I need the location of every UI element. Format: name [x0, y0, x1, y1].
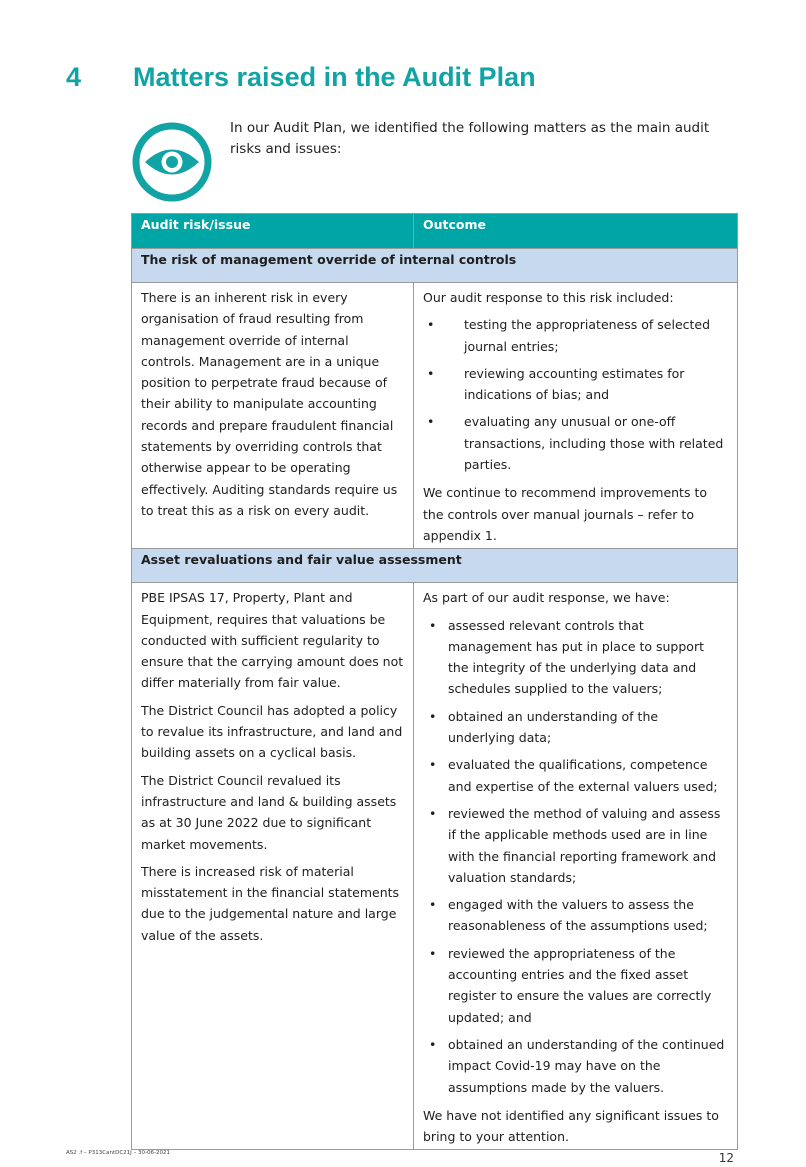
section-title-asset-revaluations: Asset revaluations and fair value assessment: [132, 549, 738, 583]
list-item: • reviewing accounting estimates for indications of bias; and: [423, 363, 728, 406]
list-item: • evaluated the qualifications, competence and expertise of the external valuers used;: [423, 754, 728, 797]
column-header-risk: Audit risk/issue: [132, 214, 414, 249]
list-item: • obtained an understanding of the continued impact Covid-19 may have on the assumptions made by the valuers.: [423, 1034, 728, 1098]
audit-risk-table: [131, 213, 738, 1150]
list-item: • assessed relevant controls that management has put in place to support the integrity of the underlying data and schedules supplied to the valuers;: [423, 615, 728, 700]
intro-text: In our Audit Plan, we identified the following matters as the main audit risks and issues:: [230, 120, 710, 157]
risk-paragraph: The District Council has adopted a policy to revalue its infrastructure, and land and building assets on a cyclical basis.: [141, 702, 403, 761]
outcome-cell: [414, 583, 738, 1150]
list-item: • obtained an understanding of the underlying data;: [423, 706, 728, 749]
section-row: [132, 549, 738, 583]
table-header-row: [132, 214, 738, 249]
section-row: [132, 249, 738, 283]
table-row: [132, 283, 738, 549]
outcome-closing: We continue to recommend improvements to the controls over manual journals – refer to appendix 1.: [423, 485, 707, 543]
risk-paragraph: The District Council revalued its infrastructure and land & building assets as at 30 June 2022 due to significant market movements.: [141, 772, 397, 852]
outcome-cell: [414, 283, 738, 549]
outcome-intro: As part of our audit response, we have:: [423, 590, 670, 606]
risk-paragraph: There is increased risk of material misstatement in the financial statements due to the judgemental nature and large value of the assets.: [141, 863, 400, 943]
risk-cell: [132, 583, 414, 1150]
section-heading: [66, 62, 536, 93]
list-item: • evaluating any unusual or one-off transactions, including those with related parties.: [423, 411, 728, 475]
outcome-list: [423, 314, 728, 475]
outcome-intro: Our audit response to this risk included:: [423, 290, 674, 305]
eye-icon: [132, 122, 212, 202]
risk-paragraph: PBE IPSAS 17, Property, Plant and Equipment, requires that valuations be conducted with sufficient regularity to ensure that the carrying amount does not differ materially from fair value.: [141, 590, 404, 691]
table-row: [132, 583, 738, 1150]
outcome-closing: We have not identified any significant issues to bring to your attention.: [423, 1107, 719, 1145]
column-header-outcome: Outcome: [414, 214, 738, 249]
list-item: • reviewed the appropriateness of the accounting entries and the fixed asset register to ensure the values are correctly updated; and: [423, 943, 728, 1028]
document-reference: AS2 .f – P313CantDC21J – 30-06-2021: [66, 1150, 171, 1156]
list-item: • testing the appropriateness of selected journal entries;: [423, 314, 728, 357]
list-item: • engaged with the valuers to assess the reasonableness of the assumptions used;: [423, 894, 728, 937]
risk-paragraph: There is an inherent risk in every organisation of fraud resulting from management override of internal controls. Management are in a unique position to perpetrate fraud because of their ability to manipulate accounting records and prepare fraudulent financial statements by overriding controls that otherwise appear to be operating effectively. Auditing standards require us to treat this as a risk on every audit.: [141, 290, 398, 518]
list-item: • reviewed the method of valuing and assess if the applicable methods used are in line with the financial reporting framework and valuation standards;: [423, 803, 728, 888]
page-number: 12: [718, 1151, 734, 1165]
section-number: 4: [66, 62, 82, 92]
outcome-list: [423, 615, 728, 1098]
section-title: Matters raised in the Audit Plan: [133, 62, 536, 92]
risk-cell: [132, 283, 414, 549]
section-title-management-override: The risk of management override of internal controls: [132, 249, 738, 283]
